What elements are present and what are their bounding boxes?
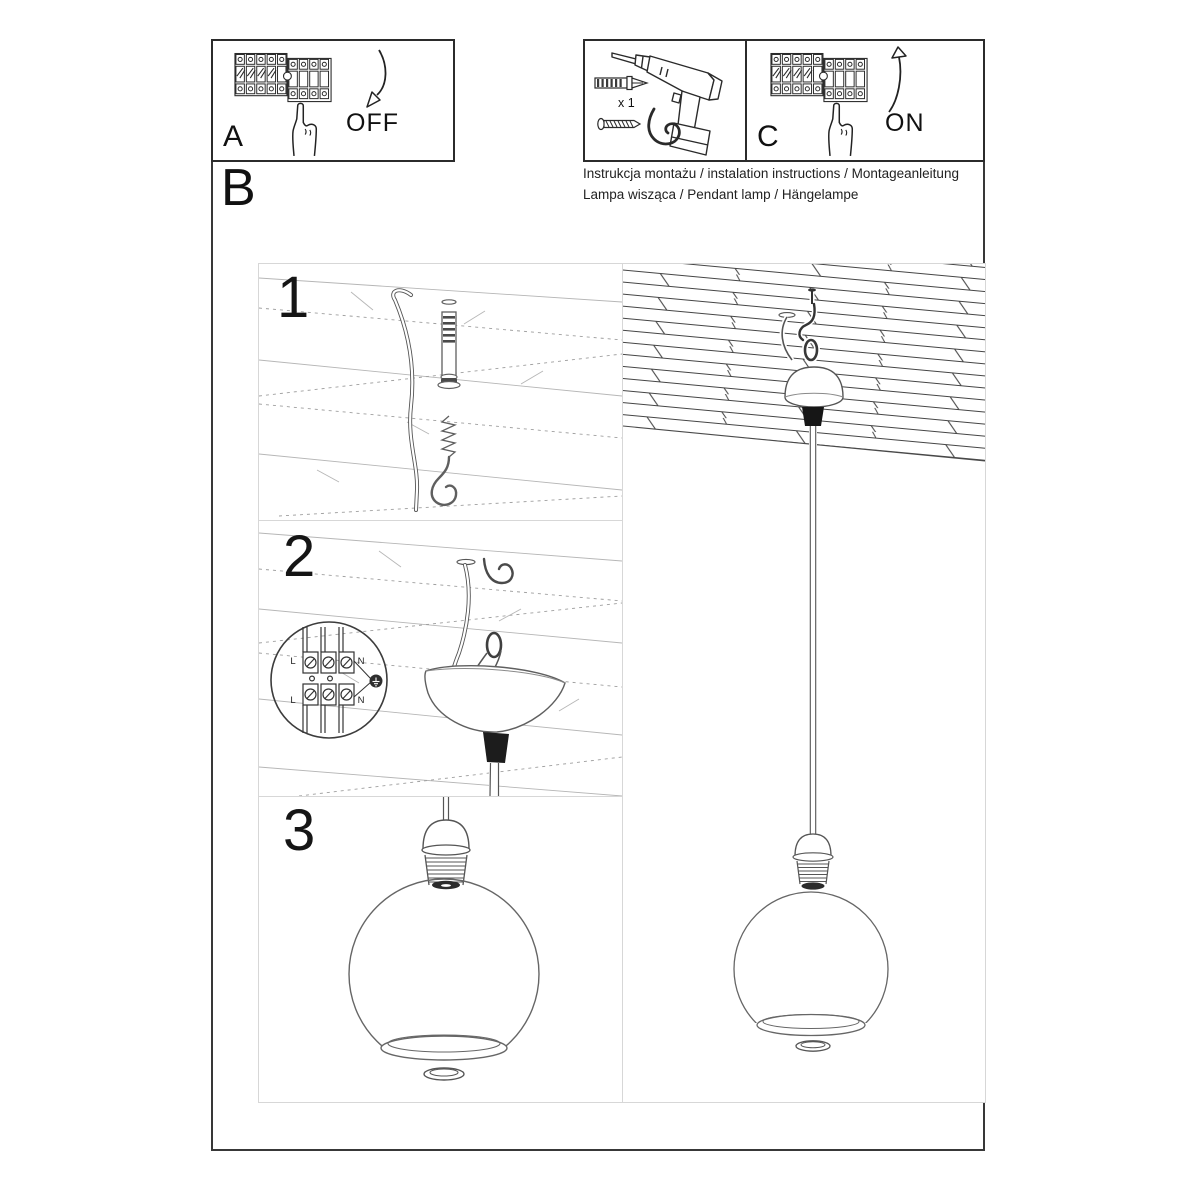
curved-arrow-down-icon xyxy=(345,47,391,111)
terminal-wires xyxy=(303,627,343,733)
box-a-label: A xyxy=(223,120,244,153)
wiring-detail-circle xyxy=(271,622,387,738)
ceiling-texture xyxy=(259,278,622,516)
title-block xyxy=(583,163,993,205)
power-cable xyxy=(393,290,417,510)
curved-arrow-up-icon xyxy=(879,45,921,115)
step1-panel xyxy=(258,263,623,521)
section-label: B xyxy=(221,159,256,217)
step-number: 2 xyxy=(283,524,316,589)
title-line-1: Instrukcja montażu / instalation instructions / Montageanleitung xyxy=(583,166,959,181)
step-number: 3 xyxy=(283,798,316,863)
assembled-lamp-panel xyxy=(622,263,986,1103)
wall-plug-icon xyxy=(594,74,650,92)
wiring-label-n-bottom: N xyxy=(357,695,365,706)
box-c xyxy=(745,39,985,162)
ceiling-hatched xyxy=(623,264,985,461)
title-line-2: Lampa wisząca / Pendant lamp / Hängelampe xyxy=(583,187,859,202)
step1-drawing xyxy=(259,264,622,520)
hand-point-icon xyxy=(281,99,333,159)
terminal-block xyxy=(303,652,354,705)
step-number: 1 xyxy=(277,265,310,330)
power-cable xyxy=(452,565,469,675)
step3-panel xyxy=(258,796,623,1103)
glass-sphere xyxy=(733,892,889,1069)
box-tools xyxy=(583,39,745,162)
cable-stub xyxy=(442,797,450,823)
box-a xyxy=(211,39,455,162)
wiring-label-l-bottom: L xyxy=(290,695,296,706)
on-label: ON xyxy=(885,109,925,137)
box-c-label: C xyxy=(757,120,779,153)
wiring-label-n-top: N xyxy=(357,656,365,667)
step2-panel xyxy=(258,520,623,797)
pendant-cable xyxy=(809,426,817,836)
off-label: OFF xyxy=(346,109,399,137)
canopy xyxy=(425,666,565,796)
hand-point-icon xyxy=(817,99,869,159)
lamp-socket xyxy=(793,834,833,890)
assembled-lamp-drawing xyxy=(623,264,985,1102)
hook-icon xyxy=(642,105,688,151)
quantity-label: x 1 xyxy=(618,96,635,110)
wiring-label-l-top: L xyxy=(290,656,296,667)
hook-screw-drawing xyxy=(432,416,456,505)
screw-icon xyxy=(597,117,643,131)
